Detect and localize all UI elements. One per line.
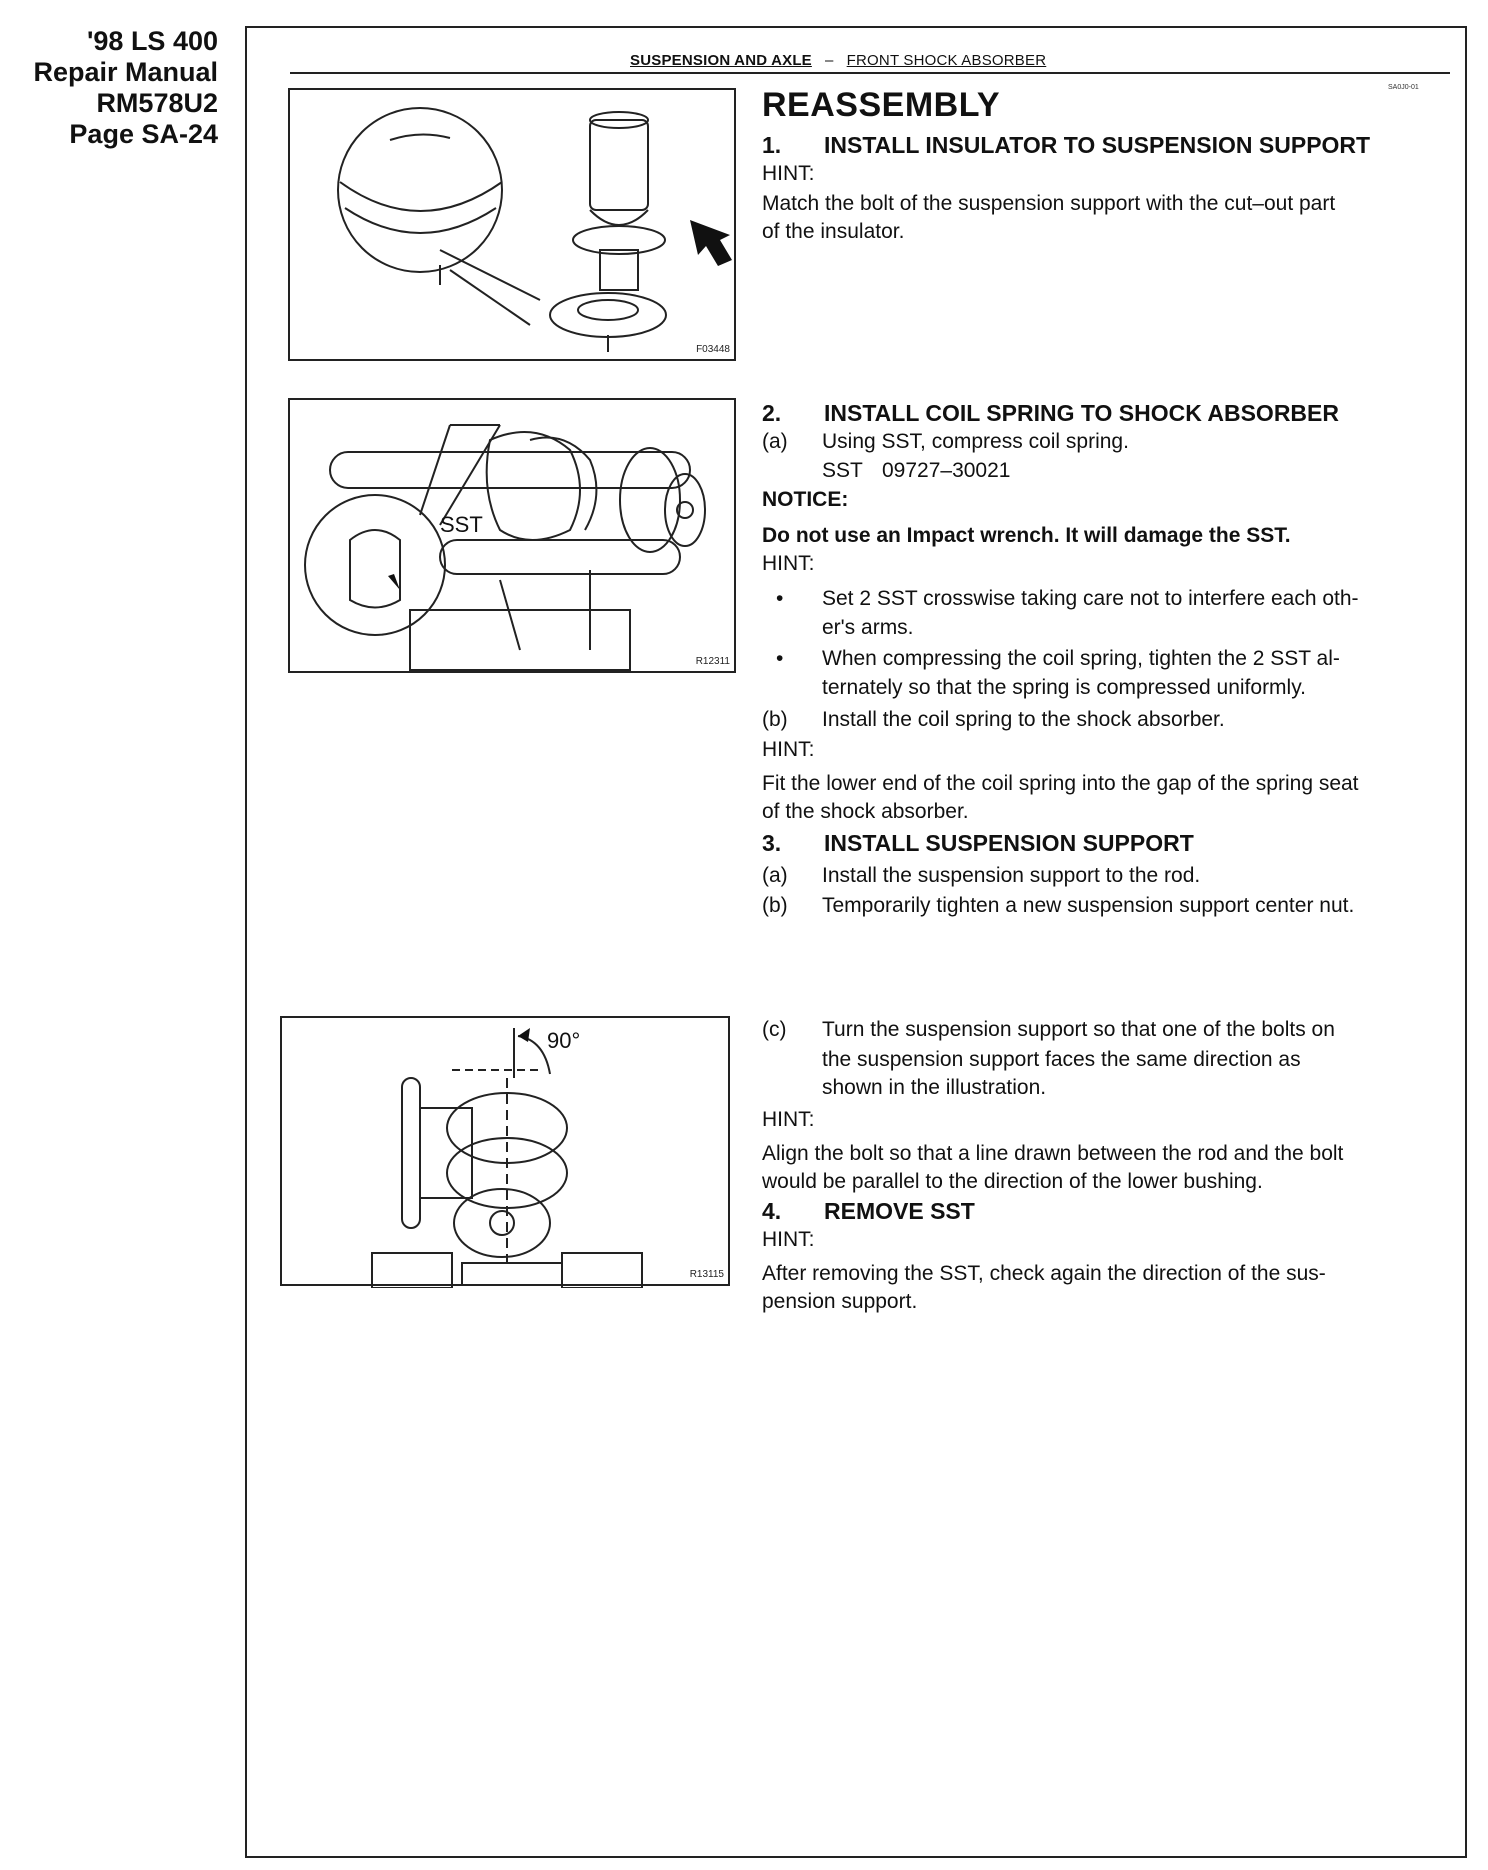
step2-b-mark: (b) <box>762 708 788 731</box>
manual-code-label: RM578U2 <box>96 88 218 118</box>
step4-hint-line1: After removing the SST, check again the direction of the sus- <box>762 1262 1326 1285</box>
step3-title: INSTALL SUSPENSION SUPPORT <box>824 830 1194 856</box>
running-head <box>290 52 1450 74</box>
step3-a-text: Install the suspension support to the rod. <box>822 864 1201 887</box>
step3-c-mark: (c) <box>762 1018 787 1041</box>
step3-hint-label: HINT: <box>762 1108 815 1131</box>
hint-bullet-1-line2: er's arms. <box>822 616 914 639</box>
notice-text: Do not use an Impact wrench. It will damage the SST. <box>762 524 1291 547</box>
page-title: REASSEMBLY <box>762 86 1001 124</box>
step4-heading <box>762 1198 975 1225</box>
step1-hint-label: HINT: <box>762 162 815 185</box>
step3-b-mark: (b) <box>762 894 788 917</box>
step4-title: REMOVE SST <box>824 1198 975 1224</box>
step4-number: 4. <box>762 1198 782 1224</box>
step4-hint-label: HINT: <box>762 1228 815 1251</box>
step3-c-line2: the suspension support faces the same direction as <box>822 1048 1301 1071</box>
coil-spring-illustration <box>290 400 738 675</box>
step3-c <box>762 1018 1335 1042</box>
step3-c-line3: shown in the illustration. <box>822 1076 1047 1099</box>
step1-number: 1. <box>762 132 782 158</box>
step3-b <box>762 894 1354 918</box>
figure-coil-spring-sst <box>288 398 736 673</box>
figure-id: F03448 <box>696 344 730 355</box>
step1-hint-text-line2: of the insulator. <box>762 220 905 243</box>
manual-side-label <box>0 26 218 150</box>
step3-a-mark: (a) <box>762 864 788 887</box>
step1-title: INSTALL INSULATOR TO SUSPENSION SUPPORT <box>824 132 1371 158</box>
manual-type-label: Repair Manual <box>33 57 218 87</box>
step2-a <box>762 430 1129 454</box>
hint-bullet-1-line1: Set 2 SST crosswise taking care not to interfere each oth- <box>822 587 1359 610</box>
sst-spec-label: SST <box>822 459 863 482</box>
step3-number: 3. <box>762 830 782 856</box>
step3-c-line1: Turn the suspension support so that one of the bolts on <box>822 1018 1335 1041</box>
hint-bullet-2-line1: When compressing the coil spring, tighten the 2 SST al- <box>822 647 1340 670</box>
support-orientation-illustration <box>282 1018 732 1288</box>
step1-heading <box>762 132 1370 159</box>
step2-a-text: Using SST, compress coil spring. <box>822 430 1129 453</box>
step2-b <box>762 708 1225 732</box>
sst-spec <box>822 459 1010 483</box>
step2-a-mark: (a) <box>762 430 788 453</box>
insulator-illustration <box>290 90 738 363</box>
step2-b-text: Install the coil spring to the shock absorber. <box>822 708 1225 731</box>
subsection-title: FRONT SHOCK ABSORBER <box>846 52 1047 69</box>
step2-hint2-label: HINT: <box>762 738 815 761</box>
step2-title: INSTALL COIL SPRING TO SHOCK ABSORBER <box>824 400 1339 426</box>
step3-a <box>762 864 1200 888</box>
notice-label: NOTICE: <box>762 488 849 511</box>
figure-id: R13115 <box>689 1269 724 1280</box>
figure-support-orientation <box>280 1016 730 1286</box>
step1-hint-text-line1: Match the bolt of the suspension support with the cut–out part <box>762 192 1336 215</box>
step2-hint-label: HINT: <box>762 552 815 575</box>
step3-hint-line1: Align the bolt so that a line drawn between the rod and the bolt <box>762 1142 1344 1165</box>
step3-b-text: Temporarily tighten a new suspension support center nut. <box>822 894 1355 917</box>
section-title: SUSPENSION AND AXLE <box>630 52 812 69</box>
step2-hint2-line2: of the shock absorber. <box>762 800 969 823</box>
sst-callout-label: SST <box>440 512 483 537</box>
step2-heading <box>762 400 1339 427</box>
angle-label: 90° <box>547 1028 581 1053</box>
hint-bullet-2-line2: ternately so that the spring is compressed uniformly. <box>822 676 1306 699</box>
figure-id: R12311 <box>695 656 730 667</box>
step2-hint2-line1: Fit the lower end of the coil spring into the gap of the spring seat <box>762 772 1359 795</box>
sst-spec-value: 09727–30021 <box>882 459 1011 482</box>
step2-number: 2. <box>762 400 782 426</box>
header-separator: – <box>825 52 834 69</box>
step3-hint-line2: would be parallel to the direction of the lower bushing. <box>762 1170 1263 1193</box>
page-number-label: Page SA-24 <box>69 119 218 149</box>
figure-insulator <box>288 88 736 361</box>
step4-hint-line2: pension support. <box>762 1290 918 1313</box>
document-code: SA0J0-01 <box>1388 84 1419 91</box>
model-label: '98 LS 400 <box>86 26 218 56</box>
step3-heading <box>762 830 1194 857</box>
